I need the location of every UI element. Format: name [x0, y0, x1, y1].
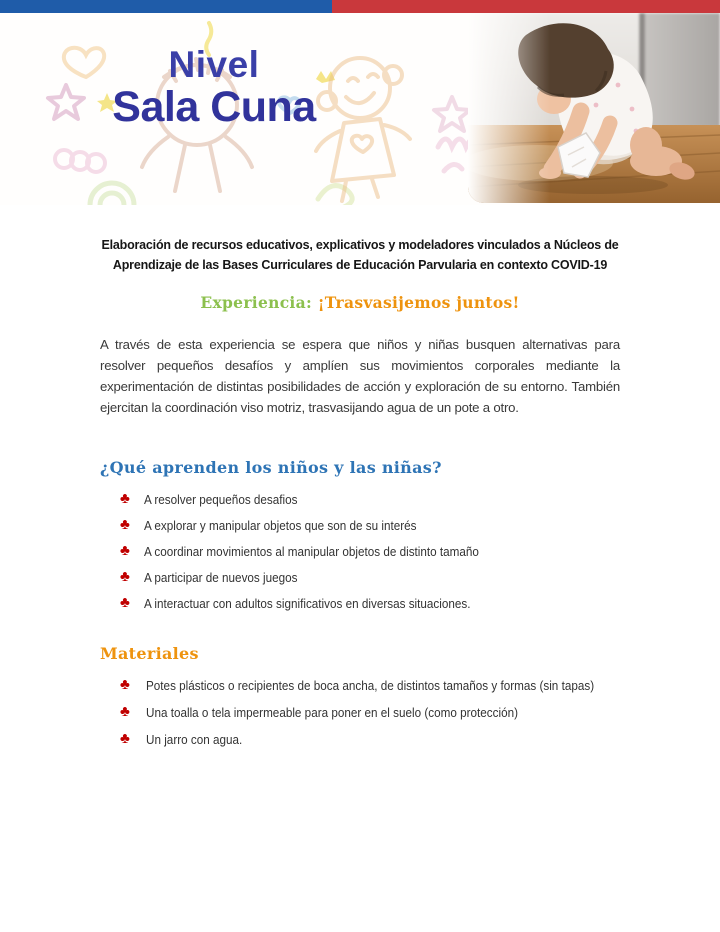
toddler-photo: [468, 13, 720, 203]
list-item-text: A interactuar con adultos significativos en diversas situaciones.: [144, 596, 471, 611]
experience-label: Experiencia:: [200, 293, 312, 312]
learning-list: [100, 491, 620, 612]
list-item-text: A participar de nuevos juegos: [144, 570, 298, 585]
list-item: [100, 677, 620, 694]
materials-heading: Materiales: [100, 644, 199, 663]
club-bullet-icon: ♣: [120, 594, 130, 611]
list-item-text: Un jarro con agua.: [146, 732, 243, 747]
club-bullet-icon: ♣: [120, 730, 130, 747]
page-title: [90, 45, 338, 129]
experience-body: A través de esta experiencia se espera que niños y niñas busquen alternativas para resolver pequeños desafíos y amplíen sus movimientos corporales mediante la experimentación de distintas posibilidades de acción y exploración de su entorno. También ejercitan la coordinación viso motriz, trasvasijando agua de un pote a otro.: [100, 337, 620, 415]
list-item-text: Potes plásticos o recipientes de boca ancha, de distintos tamaños y formas (sin tapas): [146, 678, 595, 693]
header-stripe: [0, 0, 720, 13]
club-bullet-icon: ♣: [120, 568, 130, 585]
club-bullet-icon: ♣: [120, 516, 130, 533]
title-line-1: Nivel: [168, 44, 260, 85]
learning-heading: ¿Qué aprenden los niños y las niñas?: [100, 458, 442, 477]
doodle-circles-icon: [90, 183, 134, 205]
list-item: [100, 543, 620, 560]
list-item: [100, 569, 620, 586]
list-item: [100, 491, 620, 508]
list-item-text: A resolver pequeños desafios: [144, 492, 298, 507]
doodle-swirl-icon: [318, 186, 352, 205]
list-item-text: A coordinar movimientos al manipular objetos de distinto tamaño: [144, 544, 479, 559]
club-bullet-icon: ♣: [120, 676, 130, 693]
club-bullet-icon: ♣: [120, 490, 130, 507]
list-item: [100, 517, 620, 534]
doodle-star-icon: [48, 85, 84, 119]
list-item: [100, 595, 620, 612]
doodle-loops-icon: [55, 150, 105, 172]
list-item: [100, 704, 620, 721]
content: [0, 235, 720, 748]
experience-heading: [100, 293, 620, 313]
banner: [0, 13, 720, 205]
club-bullet-icon: ♣: [120, 542, 130, 559]
list-item-text: Una toalla o tela impermeable para poner en el suelo (como protección): [146, 705, 519, 720]
title-line-2: Sala Cuna: [112, 82, 316, 131]
intro-paragraph: Elaboración de recursos educativos, explicativos y modeladores vinculados a Núcleos de Aprendizaje de las Bases Curriculares de Educación Parvularia en contexto COVID-19: [101, 238, 619, 272]
list-item: [100, 731, 620, 748]
stripe-blue-segment: [0, 0, 332, 13]
club-bullet-icon: ♣: [120, 703, 130, 720]
list-item-text: A explorar y manipular objetos que son de su interés: [144, 518, 417, 533]
stripe-red-segment: [332, 0, 720, 13]
experience-title: ¡Trasvasijemos juntos!: [317, 293, 520, 312]
materials-list: [100, 677, 620, 748]
doodle-star2-icon: [434, 97, 470, 131]
